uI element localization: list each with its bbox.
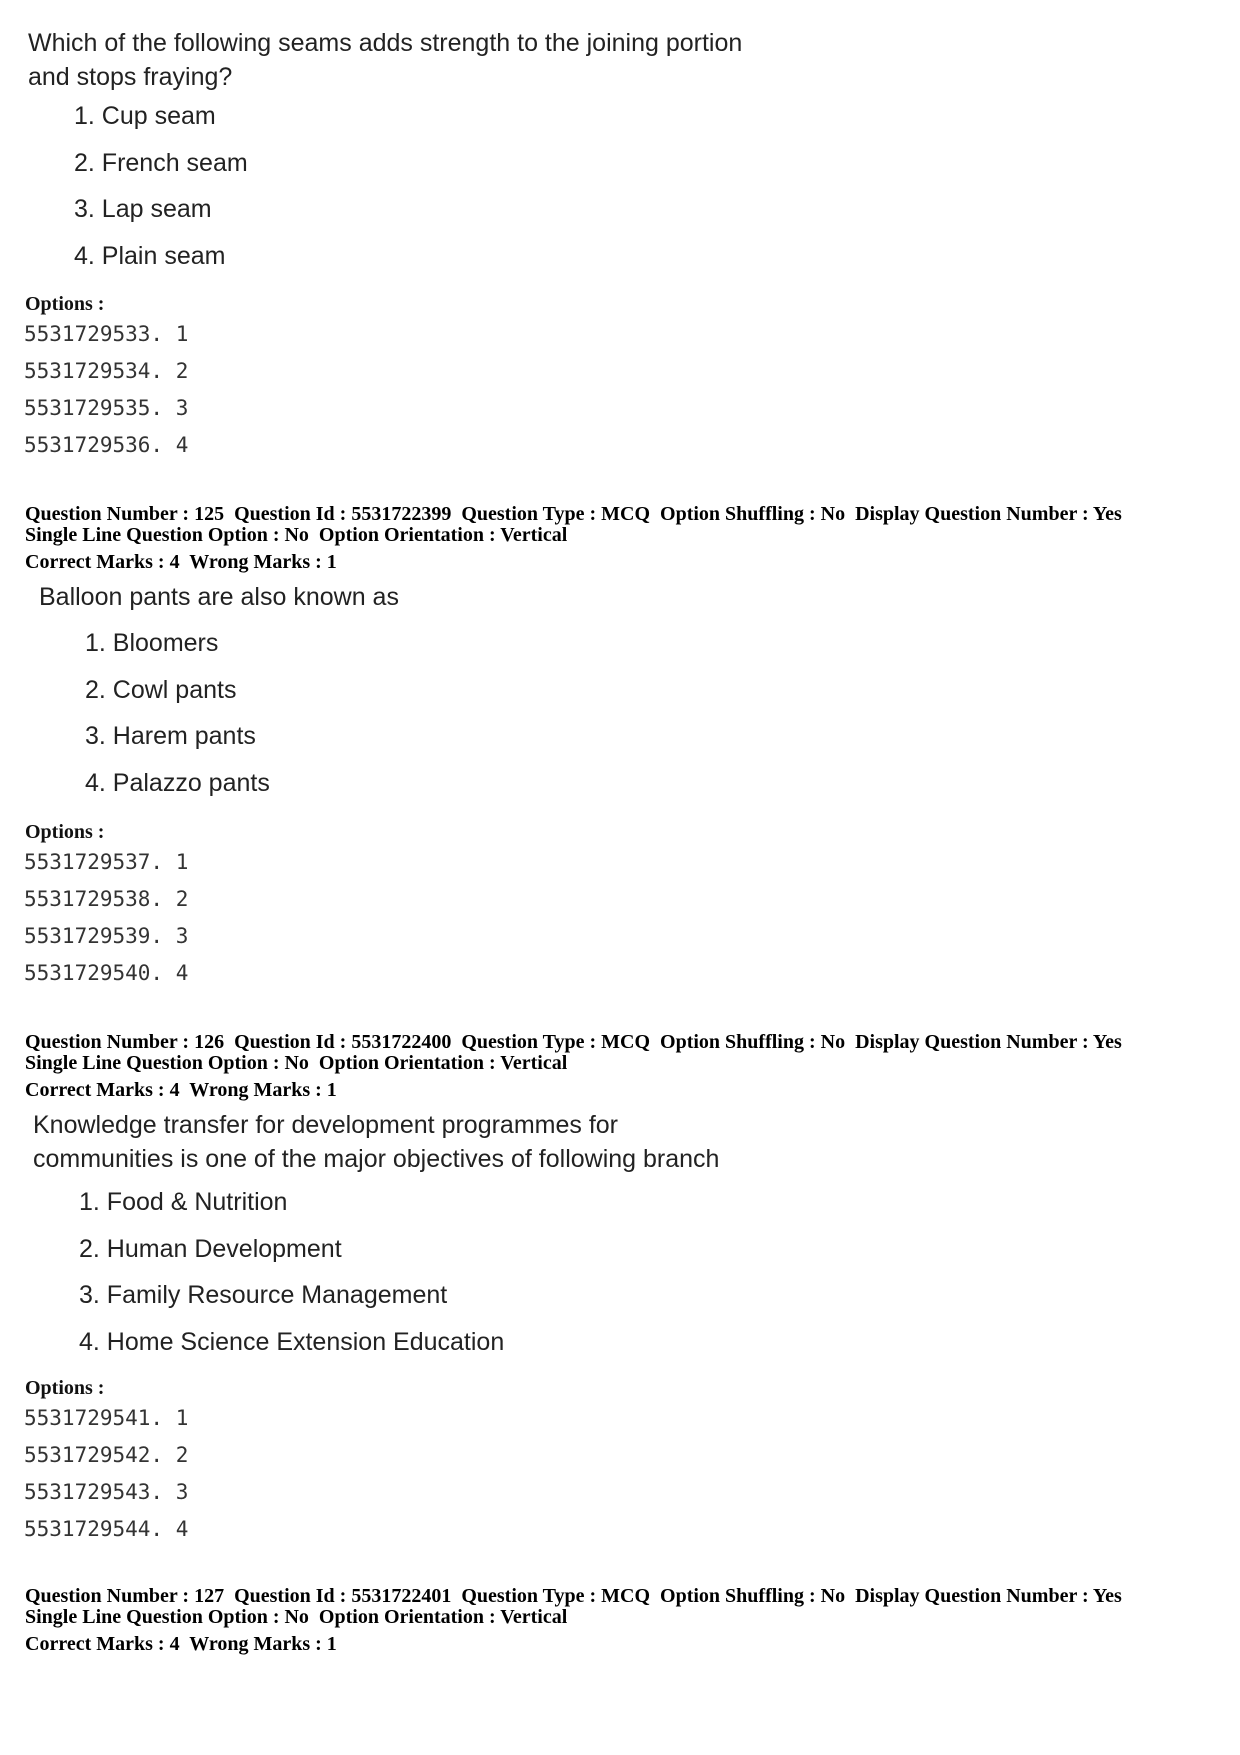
choice-item: 1. Food & Nutrition (79, 1188, 288, 1216)
choice-item: 4. Plain seam (74, 241, 226, 270)
choice-item: 3. Harem pants (85, 722, 256, 750)
question-text-line: Which of the following seams adds strength to the joining portion (28, 29, 743, 57)
choice-item: 2. Human Development (79, 1234, 342, 1263)
option-id: 5531729536. 4 (24, 433, 189, 457)
question-meta-line: Single Line Question Option : No Option Orientation : Vertical (25, 1606, 568, 1628)
choice-item: 1. Cup seam (74, 102, 216, 130)
question-meta-line: Single Line Question Option : No Option Orientation : Vertical (25, 1052, 568, 1074)
question-meta-line: Question Number : 125 Question Id : 5531722399 Question Type : MCQ Option Shuffling : No Display Question Number : Yes (25, 503, 1122, 525)
marks-line: Correct Marks : 4 Wrong Marks : 1 (25, 1079, 337, 1101)
choice-item: 2. Cowl pants (85, 675, 237, 704)
question-125-meta (25, 504, 1122, 573)
option-id-list (24, 1405, 188, 1553)
question-meta-line: Question Number : 127 Question Id : 5531722401 Question Type : MCQ Option Shuffling : No Display Question Number : Yes (25, 1585, 1122, 1607)
choice-list (74, 99, 768, 285)
options-label: Options : (25, 293, 105, 315)
option-id-list (24, 321, 188, 469)
option-id: 5531729534. 2 (24, 359, 189, 383)
option-id: 5531729543. 3 (24, 1480, 189, 1504)
options-label: Options : (25, 1377, 105, 1399)
option-id: 5531729539. 3 (24, 924, 189, 948)
question-meta-line: Question Number : 126 Question Id : 5531722400 Question Type : MCQ Option Shuffling : No Display Question Number : Yes (25, 1031, 1122, 1053)
question-124-image (28, 26, 768, 285)
option-id: 5531729542. 2 (24, 1443, 189, 1467)
option-id: 5531729535. 3 (24, 396, 189, 420)
option-id: 5531729533. 1 (24, 322, 189, 346)
question-127-meta (25, 1586, 1122, 1655)
option-id: 5531729537. 1 (24, 850, 189, 874)
option-id: 5531729541. 1 (24, 1406, 189, 1430)
choice-item: 1. Bloomers (85, 629, 219, 657)
choice-item: 3. Family Resource Management (79, 1281, 448, 1309)
choice-item: 4. Home Science Extension Education (79, 1327, 505, 1356)
choice-item: 4. Palazzo pants (85, 768, 270, 797)
question-125-image (39, 580, 779, 812)
choice-list (85, 626, 779, 812)
question-meta-line: Single Line Question Option : No Option Orientation : Vertical (25, 524, 568, 546)
marks-line: Correct Marks : 4 Wrong Marks : 1 (25, 1633, 337, 1655)
question-126-image (33, 1108, 773, 1371)
choice-item: 3. Lap seam (74, 195, 212, 223)
marks-line: Correct Marks : 4 Wrong Marks : 1 (25, 551, 337, 573)
question-text-line: and stops fraying? (28, 63, 233, 91)
question-text-line: Balloon pants are also known as (39, 583, 399, 611)
option-id: 5531729544. 4 (24, 1517, 189, 1541)
choice-item: 2. French seam (74, 148, 248, 177)
option-id: 5531729540. 4 (24, 961, 189, 985)
option-id: 5531729538. 2 (24, 887, 189, 911)
options-label: Options : (25, 821, 105, 843)
option-id-list (24, 849, 188, 997)
question-126-meta (25, 1032, 1122, 1101)
question-text-line: communities is one of the major objectives of following branch (33, 1145, 720, 1173)
choice-list (79, 1185, 773, 1371)
question-text-line: Knowledge transfer for development programmes for (33, 1111, 619, 1139)
